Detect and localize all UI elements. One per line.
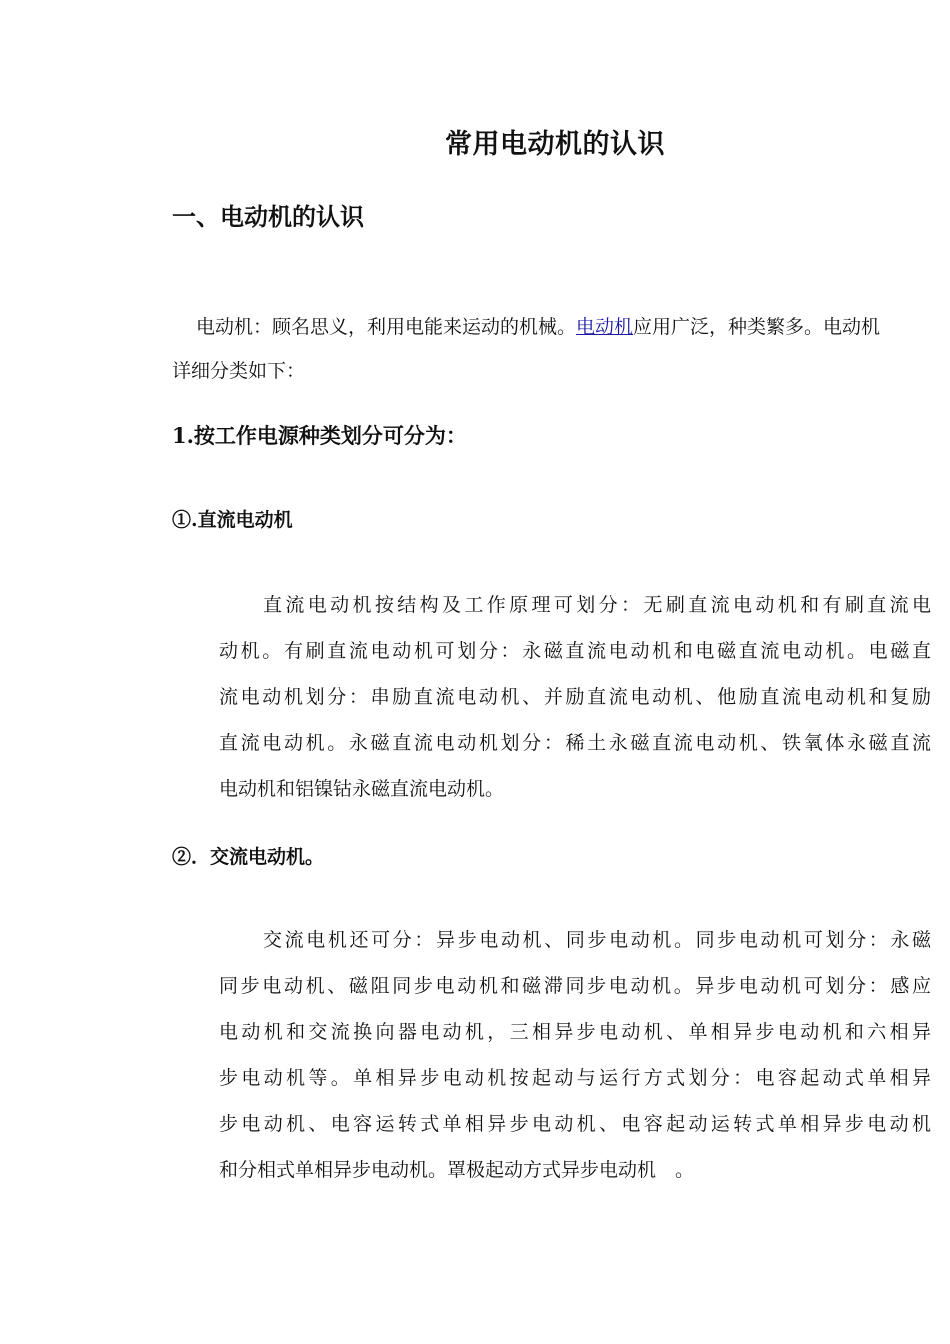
intro-text-after-link: 应用广泛，种类繁多。电动机	[633, 316, 881, 338]
intro-line-2: 详细分类如下：	[172, 360, 306, 382]
intro-paragraph	[172, 305, 950, 393]
intro-line-1	[172, 305, 950, 349]
ac-paragraph-line: 电动机和交流换向器电动机，三相异步电动机、单相异步电动机和六相异	[219, 1021, 931, 1043]
dc-paragraph-line: 流电动机划分：串励直流电动机、并励直流电动机、他励直流电动机和复励	[219, 686, 931, 708]
intro-text-before-link: 电动机：顾名思义，利用电能来运动的机械。	[196, 316, 577, 338]
ac-paragraph-line: 步电动机、电容运转式单相异步电动机、电容起动运转式单相异步电动机	[219, 1113, 931, 1135]
ac-motor-paragraph	[219, 917, 931, 1193]
dc-motor-paragraph	[219, 582, 931, 812]
ac-paragraph-line: 步电动机等。单相异步电动机按起动与运行方式划分：电容起动式单相异	[219, 1067, 931, 1089]
subsection-heading-power-source: 1.按工作电源种类划分可分为：	[172, 423, 467, 448]
dc-paragraph-line: 动机。有刷直流电动机可划分：永磁直流电动机和电磁直流电动机。电磁直	[219, 640, 931, 662]
dc-paragraph-line: 直流电动机按结构及工作原理可划分：无刷直流电动机和有刷直流电	[263, 594, 931, 616]
ac-paragraph-line: 同步电动机、磁阻同步电动机和磁滞同步电动机。异步电动机可划分：感应	[219, 975, 931, 997]
dc-paragraph-line: 电动机和铝镍钴永磁直流电动机。	[219, 778, 505, 800]
section-heading-motor-intro: 一、电动机的认识	[172, 202, 364, 231]
page-title: 常用电动机的认识	[445, 129, 665, 160]
ac-paragraph-line: 和分相式单相异步电动机。罩极起动方式异步电动机 。	[219, 1159, 695, 1181]
ac-paragraph-line: 交流电机还可分：异步电动机、同步电动机。同步电动机可划分：永磁	[263, 929, 931, 951]
dc-motor-heading: ①.直流电动机	[172, 509, 293, 531]
motor-link[interactable]: 电动机	[576, 316, 634, 338]
ac-motor-heading: ②．交流电动机。	[172, 846, 325, 868]
dc-paragraph-line: 直流电动机。永磁直流电动机划分：稀土永磁直流电动机、铁氧体永磁直流	[219, 732, 931, 754]
